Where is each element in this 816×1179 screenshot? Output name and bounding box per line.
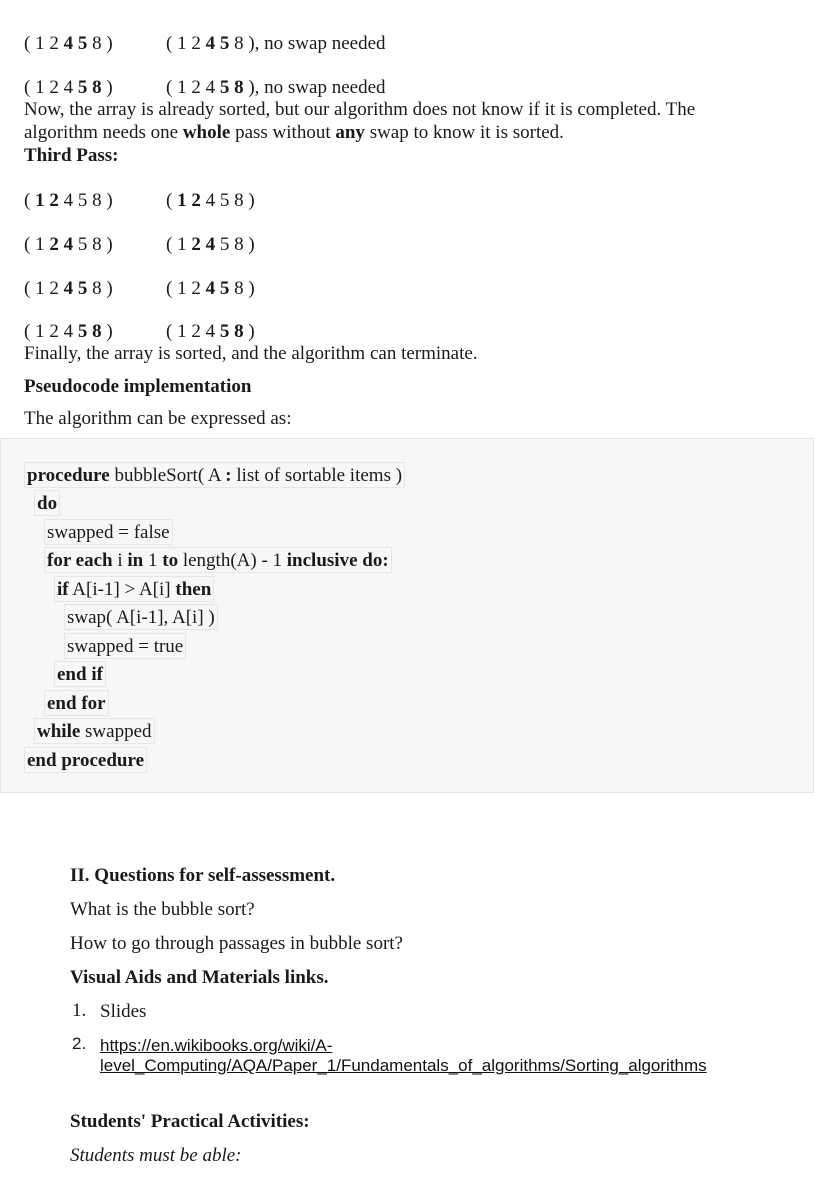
code-line-2: do	[34, 490, 60, 516]
code-line-5: if A[i-1] > A[i] then	[54, 576, 214, 602]
third-pass-row-after: ( 1 2 4 5 8 )	[166, 278, 255, 299]
wikibooks-link-line2[interactable]: level_Computing/AQA/Paper_1/Fundamentals_of_algorithms/Sorting_algorithms	[100, 1056, 707, 1075]
sorted-note-line1: Now, the array is already sorted, but our algorithm does not know if it is completed. The	[24, 99, 696, 120]
code-line-3: swapped = false	[44, 519, 173, 545]
practical-heading: Students' Practical Activities:	[70, 1111, 310, 1132]
list-item-slides: Slides	[100, 1001, 147, 1022]
third-pass-heading: Third Pass:	[24, 145, 119, 166]
code-line-9: end for	[44, 690, 109, 716]
pseudocode-heading: Pseudocode implementation	[24, 376, 252, 397]
pass-row-after: ( 1 2 4 5 8 ), no swap needed	[166, 33, 386, 54]
pass-row-before: ( 1 2 4 5 8 )	[24, 77, 113, 98]
code-line-1: procedure bubbleSort( A : list of sortable items )	[24, 462, 405, 488]
code-line-7: swapped = true	[64, 633, 186, 659]
code-line-8: end if	[54, 661, 106, 687]
visual-aids-heading: Visual Aids and Materials links.	[70, 967, 329, 988]
code-line-10: while swapped	[34, 718, 155, 744]
pass-row-after: ( 1 2 4 5 8 ), no swap needed	[166, 77, 386, 98]
third-pass-row-after: ( 1 2 4 5 8 )	[166, 321, 255, 342]
third-pass-row-after: ( 1 2 4 5 8 )	[166, 234, 255, 255]
pass-row-before: ( 1 2 4 5 8 )	[24, 33, 113, 54]
third-pass-row-before: ( 1 2 4 5 8 )	[24, 321, 113, 342]
code-line-11: end procedure	[24, 747, 147, 773]
list-number: 2.	[72, 1034, 87, 1053]
final-note: Finally, the array is sorted, and the algorithm can terminate.	[24, 343, 478, 364]
third-pass-row-before: ( 1 2 4 5 8 )	[24, 278, 113, 299]
pseudocode-intro: The algorithm can be expressed as:	[24, 408, 292, 429]
question-1: What is the bubble sort?	[70, 899, 255, 920]
sorted-note-line2: algorithm needs one whole pass without any swap to know it is sorted.	[24, 122, 564, 143]
third-pass-row-before: ( 1 2 4 5 8 )	[24, 234, 113, 255]
code-line-4: for each i in 1 to length(A) - 1 inclusive do:	[44, 547, 392, 573]
practical-subheading: Students must be able:	[70, 1145, 242, 1166]
code-line-6: swap( A[i-1], A[i] )	[64, 604, 218, 630]
third-pass-row-before: ( 1 2 4 5 8 )	[24, 190, 113, 211]
third-pass-row-after: ( 1 2 4 5 8 )	[166, 190, 255, 211]
question-2: How to go through passages in bubble sort?	[70, 933, 403, 954]
list-number: 1.	[72, 1000, 87, 1021]
questions-heading: II. Questions for self-assessment.	[70, 865, 336, 886]
wikibooks-link-line1[interactable]: https://en.wikibooks.org/wiki/A-	[100, 1036, 333, 1055]
